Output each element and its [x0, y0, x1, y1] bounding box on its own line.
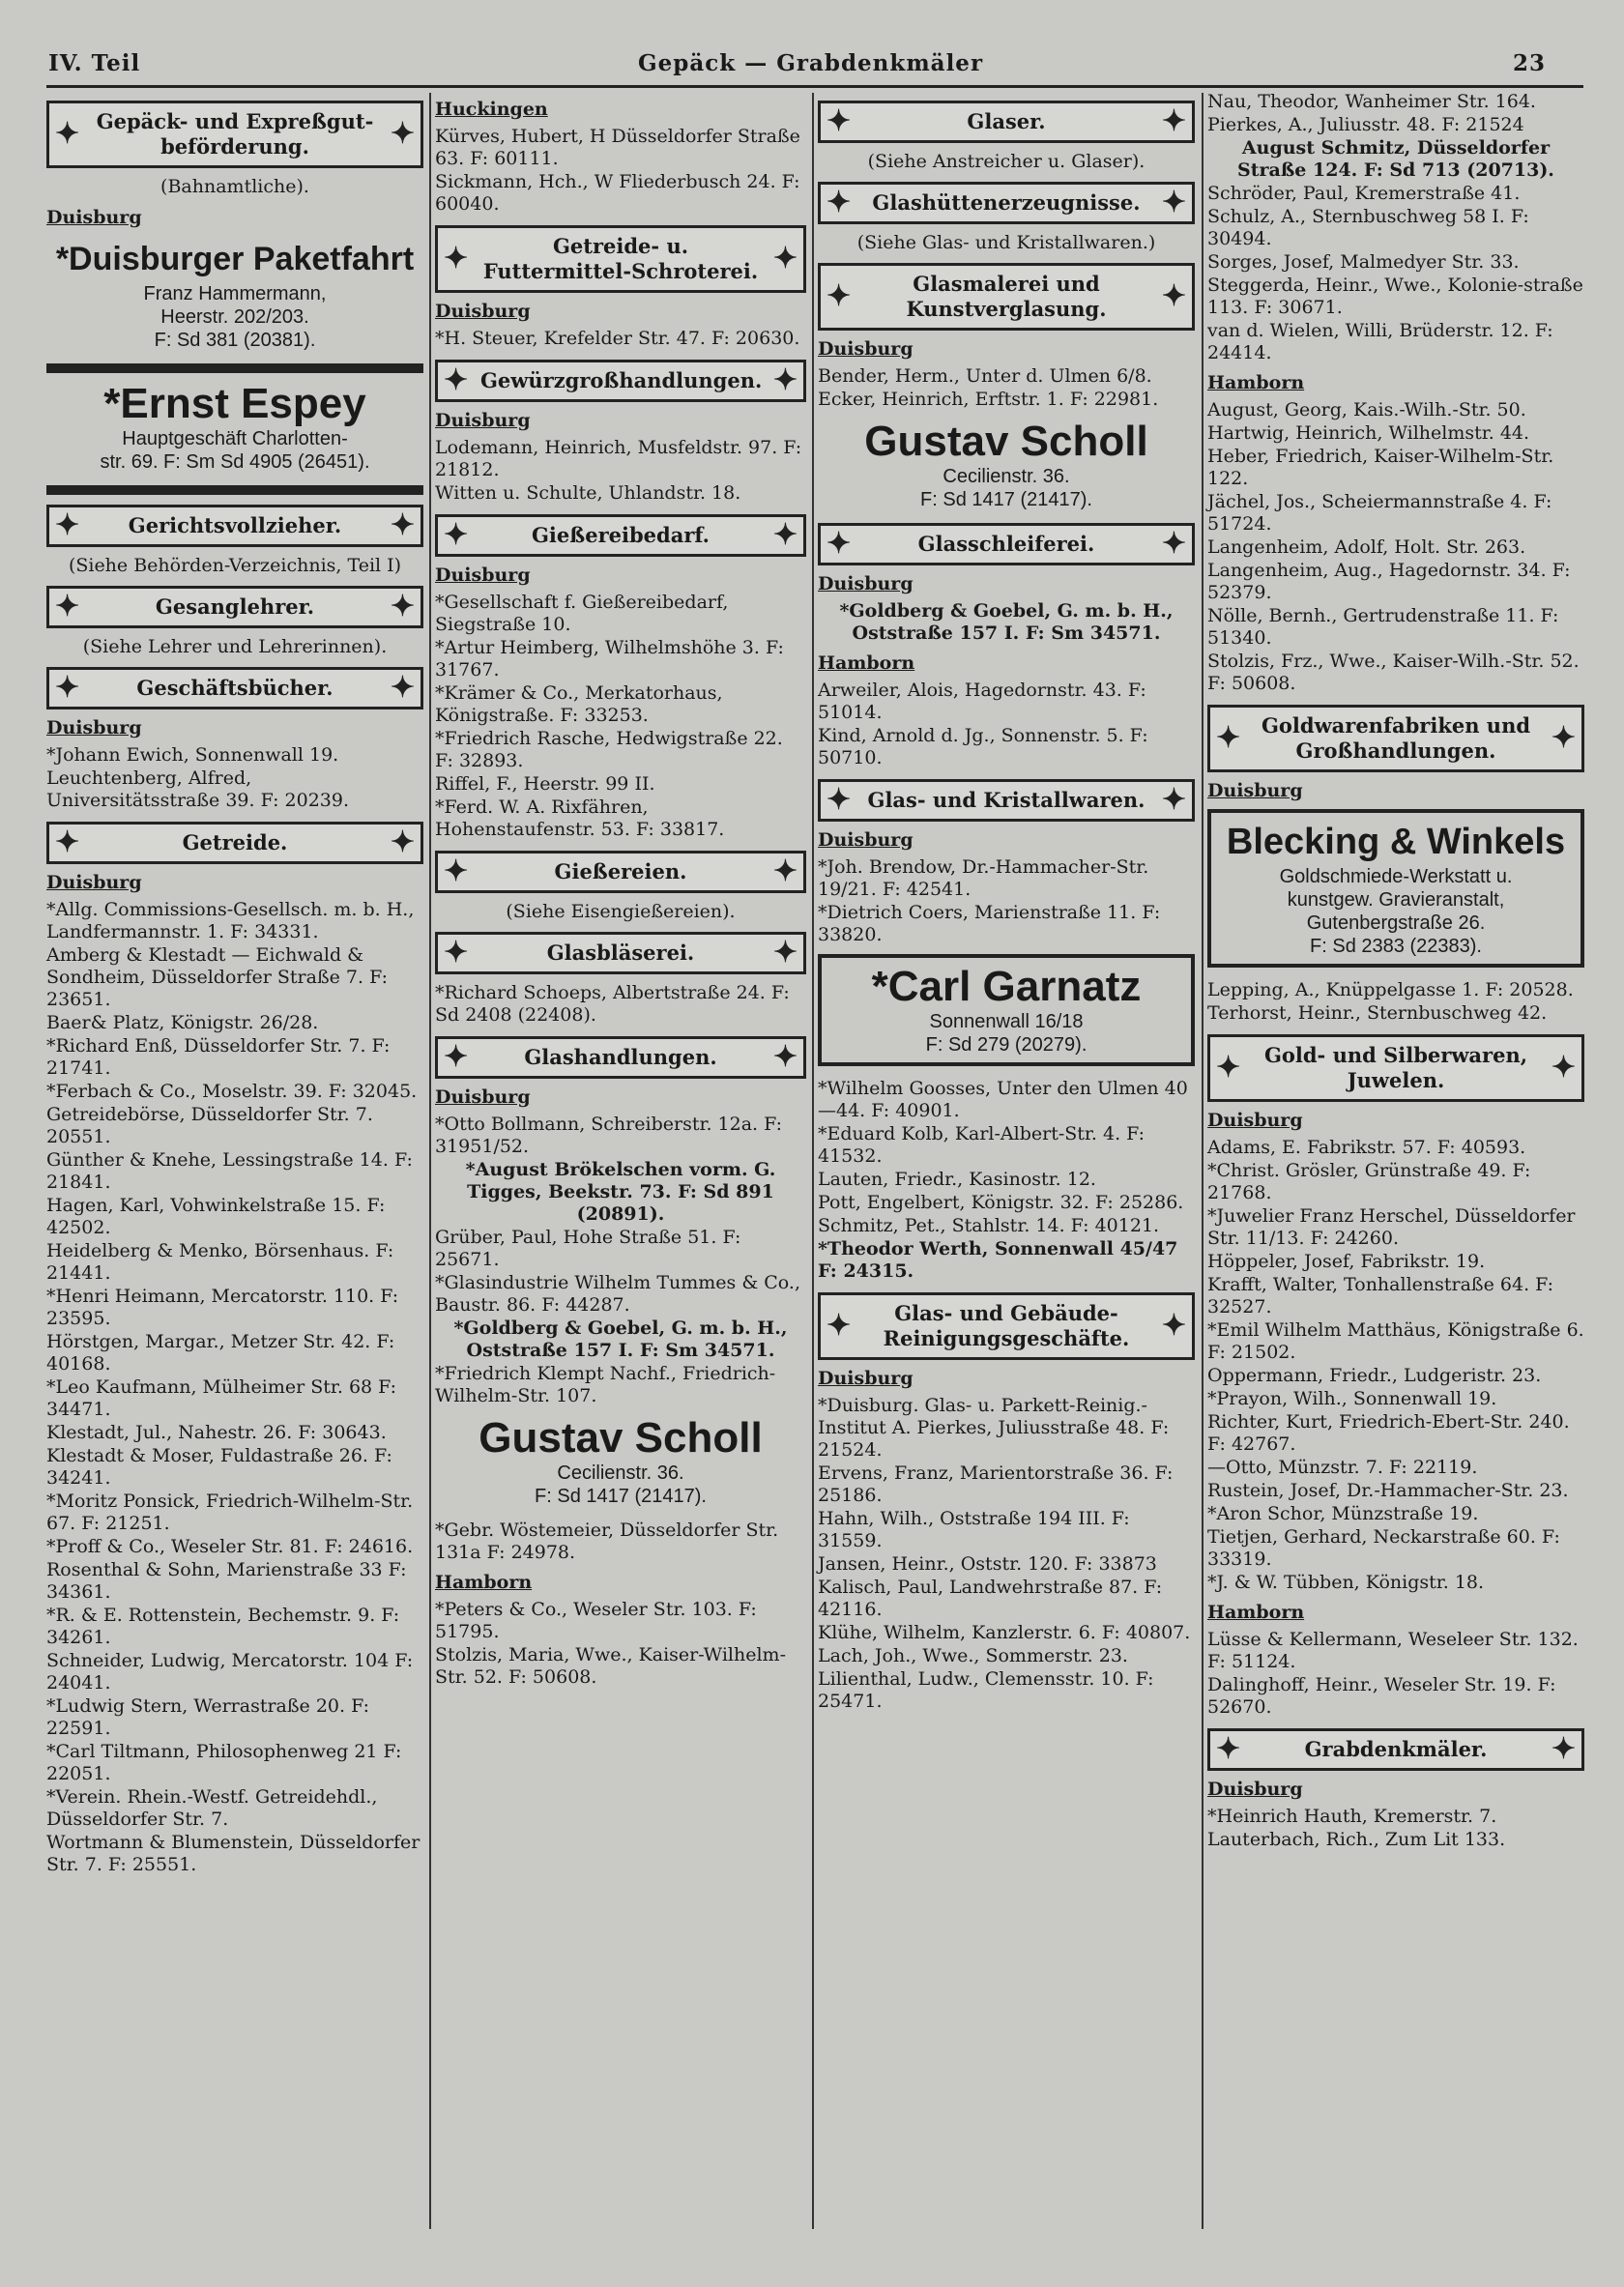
ad-line: F: Sd 279 (20279).	[925, 1034, 1088, 1056]
city-heading: Duisburg	[46, 207, 142, 228]
ad-line: kunstgew. Gravieranstalt,	[1287, 889, 1505, 911]
entry-list	[1207, 183, 1584, 364]
entry-list	[1207, 399, 1584, 695]
entry-list	[1207, 91, 1584, 136]
city-heading: Duisburg	[435, 301, 531, 322]
directory-entry: *Ferd. W. A. Rixfähren, Hohenstaufenstr. 53. F: 33817.	[435, 796, 725, 840]
bold-entry: *Goldberg & Goebel, G. m. b. H., Oststraße 157 I. F: Sm 34571.	[839, 600, 1174, 644]
directory-entry: *Glasindustrie Wilhelm Tummes & Co., Baustr. 86. F: 44287.	[435, 1272, 800, 1316]
directory-entry: Kalisch, Paul, Landwehrstraße 87. F: 42116.	[818, 1577, 1163, 1620]
section-heading: ✦ Glasschleiferei. ✦	[818, 523, 1195, 565]
directory-entry: Getreidebörse, Düsseldorfer Str. 7. 20551.	[46, 1104, 373, 1147]
section-heading: ✦ Glashandlungen. ✦	[435, 1036, 806, 1079]
directory-entry: *R. & E. Rottenstein, Bechemstr. 9. F: 34261.	[46, 1605, 400, 1648]
column-4	[1207, 91, 1584, 1852]
column-3	[818, 91, 1195, 1714]
cross-reference: (Siehe Eisengießereien).	[506, 901, 736, 922]
directory-entry: Hartwig, Heinrich, Wilhelmstr. 44.	[1207, 422, 1530, 444]
ad-line: Franz Hammermann,	[143, 283, 327, 304]
entry-list	[46, 744, 423, 812]
section-heading: ✦ Glas- und Kristallwaren. ✦	[818, 779, 1195, 822]
header-title: Gepäck — Grabdenkmäler	[638, 50, 984, 76]
section-heading: ✦ Glasmalerei und Kunstverglasung. ✦	[818, 263, 1195, 331]
ad-name: Blecking & Winkels	[1226, 822, 1566, 862]
directory-entry: Riffel, F., Heerstr. 99 II.	[435, 773, 655, 795]
section-heading: ✦ Grabdenkmäler. ✦	[1207, 1728, 1584, 1771]
entry-list	[818, 365, 1195, 411]
directory-entry: Dalinghoff, Heinr., Weseler Str. 19. F: 52670.	[1207, 1674, 1556, 1718]
directory-entry: Arweiler, Alois, Hagedornstr. 43. F: 51014.	[818, 680, 1146, 723]
cross-reference: (Siehe Anstreicher u. Glaser).	[867, 151, 1146, 172]
divider-bar	[46, 363, 423, 373]
directory-entry: Bender, Herm., Unter d. Ulmen 6/8.	[818, 365, 1152, 387]
entry-list	[435, 1363, 806, 1407]
directory-entry: Schröder, Paul, Kremerstraße 41.	[1207, 183, 1521, 204]
directory-entry: Richter, Kurt, Friedrich-Ebert-Str. 240. F: 42767.	[1207, 1411, 1570, 1455]
directory-entry: Stolzis, Maria, Wwe., Kaiser-Wilhelm-Str. 52. F: 50608.	[435, 1644, 786, 1688]
directory-entry: Witten u. Schulte, Uhlandstr. 18.	[435, 482, 741, 504]
section-heading: ✦ Gold- und Silberwaren, Juwelen. ✦	[1207, 1034, 1584, 1102]
directory-entry: *Johann Ewich, Sonnenwall 19.	[46, 744, 339, 766]
directory-entry: *Verein. Rhein.-Westf. Getreidehdl., Düsseldorfer Str. 7.	[46, 1786, 378, 1830]
directory-entry: Höppeler, Josef, Fabrikstr. 19.	[1207, 1251, 1486, 1272]
directory-entry: Jächel, Jos., Scheiermannstraße 4. F: 51724.	[1207, 491, 1552, 535]
entry-list	[1207, 979, 1584, 1025]
cross-reference: (Bahnamtliche).	[160, 176, 309, 197]
directory-entry: Terhorst, Heinr., Sternbuschweg 42.	[1207, 1002, 1548, 1024]
directory-entry: Hörstgen, Margar., Metzer Str. 42. F: 40168.	[46, 1331, 395, 1375]
directory-entry: *Joh. Brendow, Dr.-Hammacher-Str. 19/21. F: 42541.	[818, 856, 1149, 900]
directory-entry: Lauterbach, Rich., Zum Lit 133.	[1207, 1829, 1506, 1850]
city-heading: Hamborn	[818, 652, 915, 674]
directory-entry: Lodemann, Heinrich, Musfeldstr. 97. F: 21812.	[435, 437, 802, 480]
section-heading: ✦ Gesanglehrer. ✦	[46, 586, 423, 628]
advertisement	[1207, 809, 1584, 968]
directory-entry: Leuchtenberg, Alfred, Universitätsstraße 39. F: 20239.	[46, 767, 350, 811]
directory-entry: Pott, Engelbert, Königstr. 32. F: 25286.	[818, 1192, 1184, 1213]
directory-entry: Kürves, Hubert, H Düsseldorfer Straße 63. F: 60111.	[435, 126, 800, 169]
page-number: 23	[1513, 50, 1547, 76]
directory-entry: *Emil Wilhelm Matthäus, Königstraße 6. F: 21502.	[1207, 1319, 1584, 1363]
bold-entry: *Theodor Werth, Sonnenwall 45/47 F: 24315.	[818, 1238, 1178, 1282]
city-heading: Duisburg	[46, 717, 142, 738]
directory-entry: Rustein, Josef, Dr.-Hammacher-Str. 23.	[1207, 1480, 1569, 1501]
entry-list	[818, 1078, 1195, 1237]
ad-line: Heerstr. 202/203.	[160, 306, 309, 328]
directory-entry: Sickmann, Hch., W Fliederbusch 24. F: 60040.	[435, 171, 800, 215]
entry-list	[818, 1395, 1195, 1713]
directory-entry: Steggerda, Heinr., Wwe., Kolonie-straße 113. F: 30671.	[1207, 275, 1583, 318]
directory-entry: Wortmann & Blumenstein, Düsseldorfer Str. 7. F: 25551.	[46, 1832, 420, 1875]
directory-entry: *Aron Schor, Münzstraße 19.	[1207, 1503, 1479, 1524]
ad-name: *Duisburger Paketfahrt	[55, 241, 415, 277]
directory-entry: Ervens, Franz, Marientorstraße 36. F: 25186.	[818, 1462, 1174, 1506]
directory-entry: Nau, Theodor, Wanheimer Str. 164.	[1207, 91, 1536, 112]
city-heading: Duisburg	[818, 829, 914, 851]
directory-entry: *Heinrich Hauth, Kremerstr. 7.	[1207, 1806, 1497, 1827]
bold-entry: *August Brökelschen vorm. G. Tigges, Beekstr. 73. F: Sd 891 (20891).	[465, 1159, 776, 1225]
ad-line: Sonnenwall 16/18	[929, 1011, 1084, 1032]
bold-entry: August Schmitz, Düsseldorfer Straße 124. F: Sd 713 (20713).	[1237, 137, 1554, 181]
ad-line: Goldschmiede-Werkstatt u.	[1279, 866, 1513, 887]
directory-entry: *Proff & Co., Weseler Str. 81. F: 24616.	[46, 1536, 414, 1557]
directory-entry: Schulz, A., Sternbuschweg 58 I. F: 30494.	[1207, 206, 1529, 249]
entry-list	[818, 856, 1195, 946]
column-divider	[429, 93, 431, 2229]
directory-entry: Ecker, Heinrich, Erftstr. 1. F: 22981.	[818, 389, 1159, 410]
section-heading: ✦ Getreide. ✦	[46, 822, 423, 864]
directory-entry: *Christ. Grösler, Grünstraße 49. F: 21768.	[1207, 1160, 1531, 1203]
city-heading: Hamborn	[1207, 1602, 1305, 1623]
ad-line: Cecilienstr. 36.	[942, 466, 1070, 487]
directory-entry: Lilienthal, Ludw., Clemensstr. 10. F: 25471.	[818, 1668, 1154, 1712]
section-heading: ✦ Glasbläserei. ✦	[435, 932, 806, 974]
directory-entry: Hahn, Wilh., Oststraße 194 III. F: 31559.	[818, 1508, 1130, 1551]
directory-entry: *Carl Tiltmann, Philosophenweg 21 F: 22051.	[46, 1741, 402, 1784]
advertisement	[46, 236, 423, 352]
city-heading: Duisburg	[818, 573, 914, 594]
directory-entry: Hagen, Karl, Vohwinkelstraße 15. F: 42502.	[46, 1195, 386, 1238]
ad-line: str. 69. F: Sm Sd 4905 (26451).	[100, 451, 370, 473]
city-heading: Duisburg	[435, 410, 531, 431]
city-heading: Duisburg	[818, 338, 914, 360]
directory-entry: *Richard Schoeps, Albertstraße 24. F: Sd 2408 (22408).	[435, 982, 790, 1026]
directory-entry: Oppermann, Friedr., Ludgeristr. 23.	[1207, 1365, 1542, 1386]
directory-entry: Rosenthal & Sohn, Marienstraße 33 F: 34361.	[46, 1559, 407, 1603]
header-part: IV. Teil	[48, 50, 141, 76]
directory-entry: *Artur Heimberg, Wilhelmshöhe 3. F: 31767.	[435, 637, 784, 680]
directory-entry: Grüber, Paul, Hohe Straße 51. F: 25671.	[435, 1227, 741, 1270]
directory-entry: Nölle, Bernh., Gertrudenstraße 11. F: 51340.	[1207, 605, 1559, 649]
directory-entry: Kind, Arnold d. Jg., Sonnenstr. 5. F: 50710.	[818, 725, 1148, 768]
directory-entry: *Ludwig Stern, Werrastraße 20. F: 22591.	[46, 1695, 370, 1739]
section-heading: ✦ Gerichtsvollzieher. ✦	[46, 505, 423, 547]
ad-line: F: Sd 381 (20381).	[154, 330, 316, 351]
directory-entry: *Allg. Commissions-Gesellsch. m. b. H., Landfermannstr. 1. F: 34331.	[46, 899, 415, 942]
directory-entry: *Ferbach & Co., Moselstr. 39. F: 32045.	[46, 1081, 418, 1102]
directory-entry: *Otto Bollmann, Schreiberstr. 12a. F: 31951/52.	[435, 1114, 783, 1157]
city-heading: Duisburg	[818, 1368, 914, 1389]
directory-entry: Günther & Knehe, Lessingstraße 14. F: 21841.	[46, 1149, 413, 1193]
directory-entry: van d. Wielen, Willi, Brüderstr. 12. F: 24414.	[1207, 320, 1553, 363]
entry-list	[435, 1599, 806, 1689]
entry-list	[435, 437, 806, 505]
directory-entry: Lach, Joh., Wwe., Sommerstr. 23.	[818, 1645, 1128, 1666]
directory-entry: *Gebr. Wöstemeier, Düsseldorfer Str. 131a F: 24978.	[435, 1520, 779, 1563]
directory-entry: Langenheim, Adolf, Holt. Str. 263.	[1207, 536, 1526, 558]
directory-entry: *Wilhelm Goosses, Unter den Ulmen 40—44. F: 40901.	[818, 1078, 1188, 1121]
entry-list	[818, 680, 1195, 769]
directory-entry: Krafft, Walter, Tonhallenstraße 64. F: 32527.	[1207, 1274, 1554, 1317]
column-divider	[812, 93, 814, 2229]
directory-entry: Schneider, Ludwig, Mercatorstr. 104 F: 24041.	[46, 1650, 414, 1694]
directory-entry: August, Georg, Kais.-Wilh.-Str. 50.	[1207, 399, 1526, 420]
advertisement	[435, 1415, 806, 1508]
directory-entry: *Eduard Kolb, Karl-Albert-Str. 4. F: 41532.	[818, 1123, 1146, 1167]
column-divider	[1202, 93, 1204, 2229]
directory-entry: Lepping, A., Knüppelgasse 1. F: 20528.	[1207, 979, 1574, 1000]
advertisement	[818, 954, 1195, 1066]
ad-name: Gustav Scholl	[478, 1414, 763, 1462]
section-heading: ✦ Glaser. ✦	[818, 101, 1195, 143]
directory-entry: Sorges, Josef, Malmedyer Str. 33.	[1207, 251, 1520, 273]
entry-list	[435, 1114, 806, 1158]
section-heading: ✦ Getreide- u. Futtermittel-Schroterei. ✦	[435, 225, 806, 293]
directory-entry: *Richard Enß, Düsseldorfer Str. 7. F: 21741.	[46, 1035, 391, 1079]
directory-entry: Lauten, Friedr., Kasinostr. 12.	[818, 1169, 1096, 1190]
directory-entry: Baer& Platz, Königstr. 26/28.	[46, 1012, 319, 1033]
entry-list	[435, 126, 806, 216]
city-heading: Duisburg	[1207, 1779, 1303, 1800]
divider-bar	[46, 485, 423, 495]
directory-entry: *Friedrich Rasche, Hedwigstraße 22. F: 32893.	[435, 728, 783, 771]
entry-list	[1207, 1806, 1584, 1851]
section-heading: ✦ Gepäck- und Expreßgut-beförderung. ✦	[46, 101, 423, 168]
directory-entry: *Prayon, Wilh., Sonnenwall 19.	[1207, 1388, 1497, 1409]
directory-entry: *Gesellschaft f. Gießereibedarf, Siegstraße 10.	[435, 592, 729, 635]
ad-name: *Ernst Espey	[103, 380, 366, 427]
directory-entry: Lüsse & Kellermann, Weseleer Str. 132. F: 51124.	[1207, 1629, 1579, 1672]
directory-entry: Heidelberg & Menko, Börsenhaus. F: 21441.	[46, 1240, 394, 1284]
ad-line: Gutenbergstraße 26.	[1306, 912, 1486, 934]
header-rule	[46, 85, 1583, 88]
column-1	[46, 91, 423, 1877]
section-heading: ✦ Glashüttenerzeugnisse. ✦	[818, 182, 1195, 224]
city-heading: Duisburg	[1207, 1110, 1303, 1131]
directory-entry: Amberg & Klestadt — Eichwald & Sondheim, Düsseldorfer Straße 7. F: 23651.	[46, 944, 388, 1010]
ad-line: Hauptgeschäft Charlotten-	[122, 428, 348, 449]
cross-reference: (Siehe Behörden-Verzeichnis, Teil I)	[68, 555, 402, 576]
cross-reference: (Siehe Glas- und Kristallwaren.)	[856, 232, 1156, 253]
cross-reference: (Siehe Lehrer und Lehrerinnen).	[82, 636, 388, 657]
advertisement	[46, 381, 423, 474]
entry-list	[435, 1520, 806, 1564]
city-heading: Duisburg	[46, 872, 142, 893]
directory-entry: *Duisburg. Glas- u. Parkett-Reinig.-Institut A. Pierkes, Juliusstraße 48. F: 21524.	[818, 1395, 1170, 1461]
section-heading: ✦ Geschäftsbücher. ✦	[46, 667, 423, 709]
directory-entry: *H. Steuer, Krefelder Str. 47. F: 20630.	[435, 328, 800, 349]
section-heading: ✦ Glas- und Gebäude-Reinigungsgeschäfte. ✦	[818, 1292, 1195, 1360]
entry-list	[1207, 1629, 1584, 1719]
section-heading: ✦ Gießereibedarf. ✦	[435, 514, 806, 557]
column-2	[435, 91, 806, 1690]
ad-line: F: Sd 1417 (21417).	[920, 489, 1092, 510]
directory-entry: *Dietrich Coers, Marienstraße 11. F: 33820.	[818, 902, 1161, 945]
directory-entry: *Friedrich Klempt Nachf., Friedrich-Wilhelm-Str. 107.	[435, 1363, 776, 1406]
directory-entry: Heber, Friedrich, Kaiser-Wilhelm-Str. 122.	[1207, 446, 1554, 489]
entry-list	[435, 328, 806, 350]
ad-line: F: Sd 2383 (22383).	[1310, 936, 1482, 957]
city-heading: Duisburg	[435, 1086, 531, 1108]
directory-entry: *Juwelier Franz Herschel, Düsseldorfer Str. 11/13. F: 24260.	[1207, 1205, 1576, 1249]
directory-entry: —Otto, Münzstr. 7. F: 22119.	[1207, 1457, 1478, 1478]
entry-list	[1207, 1137, 1584, 1594]
section-heading: ✦ Gießereien. ✦	[435, 851, 806, 893]
directory-entry: Tietjen, Gerhard, Neckarstraße 60. F: 33319.	[1207, 1526, 1560, 1570]
city-heading: Duisburg	[435, 565, 531, 586]
directory-entry: Klühe, Wilhelm, Kanzlerstr. 6. F: 40807.	[818, 1622, 1191, 1643]
directory-entry: *J. & W. Tübben, Königstr. 18.	[1207, 1572, 1485, 1593]
directory-entry: Schmitz, Pet., Stahlstr. 14. F: 40121.	[818, 1215, 1160, 1236]
directory-entry: *Leo Kaufmann, Mülheimer Str. 68 F: 34471.	[46, 1376, 397, 1420]
directory-entry: Klestadt, Jul., Nahestr. 26. F: 30643.	[46, 1422, 387, 1443]
entry-list	[435, 982, 806, 1027]
directory-entry: *Moritz Ponsick, Friedrich-Wilhelm-Str. 67. F: 21251.	[46, 1491, 414, 1534]
directory-entry: *Peters & Co., Weseler Str. 103. F: 51795.	[435, 1599, 757, 1642]
city-heading: Huckingen	[435, 99, 548, 120]
section-heading: ✦ Gewürzgroßhandlungen. ✦	[435, 360, 806, 402]
directory-entry: Pierkes, A., Juliusstr. 48. F: 21524	[1207, 114, 1524, 135]
ad-line: F: Sd 1417 (21417).	[535, 1486, 707, 1507]
city-heading: Hamborn	[1207, 372, 1305, 393]
section-heading: ✦ Goldwarenfabriken und Großhandlungen. ✦	[1207, 705, 1584, 772]
city-heading: Duisburg	[1207, 780, 1303, 801]
directory-entry: *Henri Heimann, Mercatorstr. 110. F: 23595.	[46, 1286, 399, 1329]
directory-entry: Jansen, Heinr., Oststr. 120. F: 33873	[818, 1553, 1157, 1575]
directory-entry: Langenheim, Aug., Hagedornstr. 34. F: 52379.	[1207, 560, 1571, 603]
city-heading: Hamborn	[435, 1572, 533, 1593]
entry-list	[435, 592, 806, 841]
ad-name: Gustav Scholl	[864, 418, 1148, 465]
entry-list	[435, 1227, 806, 1317]
advertisement	[818, 419, 1195, 511]
ad-line: Cecilienstr. 36.	[557, 1462, 684, 1484]
directory-entry: Adams, E. Fabrikstr. 57. F: 40593.	[1207, 1137, 1526, 1158]
directory-entry: Stolzis, Frz., Wwe., Kaiser-Wilh.-Str. 52. F: 50608.	[1207, 651, 1580, 694]
bold-entry: *Goldberg & Goebel, G. m. b. H., Oststraße 157 I. F: Sm 34571.	[453, 1317, 788, 1361]
entry-list	[46, 899, 423, 1876]
ad-name: *Carl Garnatz	[871, 963, 1142, 1010]
directory-entry: Klestadt & Moser, Fuldastraße 26. F: 34241.	[46, 1445, 392, 1489]
directory-entry: *Krämer & Co., Merkatorhaus, Königstraße. F: 33253.	[435, 682, 723, 726]
